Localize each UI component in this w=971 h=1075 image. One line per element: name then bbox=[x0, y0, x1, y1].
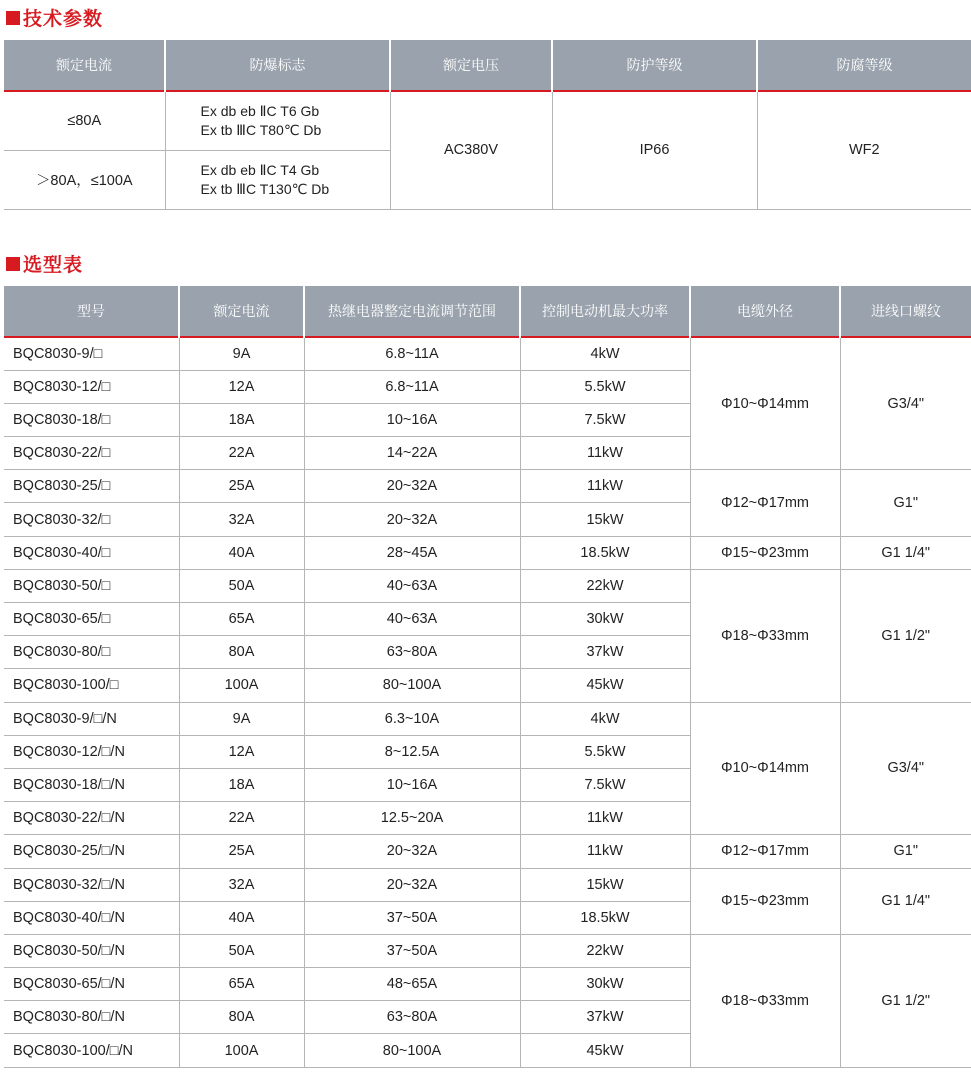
relay-range-cell: 48~65A bbox=[304, 968, 520, 1001]
table-row bbox=[4, 934, 971, 967]
relay-range-cell: 37~50A bbox=[304, 901, 520, 934]
red-square-icon bbox=[6, 11, 20, 25]
thread-cell: G3/4" bbox=[840, 702, 971, 835]
cable-diameter-cell: Φ10~Φ14mm bbox=[690, 702, 840, 835]
model-cell: BQC8030-80/□/N bbox=[4, 1001, 179, 1034]
max-power-cell: 45kW bbox=[520, 1034, 690, 1067]
ex-marking-cell bbox=[165, 150, 390, 209]
tech-params-table bbox=[4, 40, 971, 210]
model-cell: BQC8030-9/□/N bbox=[4, 702, 179, 735]
max-power-cell: 30kW bbox=[520, 603, 690, 636]
ex-marking-line: Ex tb ⅢC T130℃ Db bbox=[200, 180, 330, 197]
table-row bbox=[4, 470, 971, 503]
rated-current-cell: 18A bbox=[179, 403, 304, 436]
max-power-cell: 37kW bbox=[520, 1001, 690, 1034]
model-cell: BQC8030-40/□/N bbox=[4, 901, 179, 934]
max-power-cell: 7.5kW bbox=[520, 403, 690, 436]
relay-range-cell: 14~22A bbox=[304, 437, 520, 470]
model-cell: BQC8030-32/□ bbox=[4, 503, 179, 536]
thread-cell: G3/4" bbox=[840, 337, 971, 470]
rated-current-cell: 40A bbox=[179, 901, 304, 934]
rated-current-cell: 50A bbox=[179, 569, 304, 602]
cable-diameter-cell: Φ18~Φ33mm bbox=[690, 934, 840, 1067]
table-row bbox=[4, 536, 971, 569]
tech-header-marking: 防爆标志 bbox=[165, 40, 390, 91]
rated-current-cell: 25A bbox=[179, 470, 304, 503]
relay-range-cell: 10~16A bbox=[304, 768, 520, 801]
rated-current-cell: 40A bbox=[179, 536, 304, 569]
relay-range-cell: 63~80A bbox=[304, 636, 520, 669]
rated-current-cell: 32A bbox=[179, 503, 304, 536]
cable-diameter-cell: Φ12~Φ17mm bbox=[690, 835, 840, 868]
max-power-cell: 11kW bbox=[520, 470, 690, 503]
max-power-cell: 4kW bbox=[520, 337, 690, 370]
thread-cell: G1 1/2" bbox=[840, 934, 971, 1067]
table-row bbox=[4, 91, 971, 150]
max-power-cell: 11kW bbox=[520, 802, 690, 835]
table-row bbox=[4, 702, 971, 735]
rated-current-cell: ≤80A bbox=[4, 91, 165, 150]
rated-current-cell: 65A bbox=[179, 603, 304, 636]
ex-marking-line: Ex db eb ⅡC T4 Gb bbox=[200, 161, 320, 178]
rated-current-cell: 32A bbox=[179, 868, 304, 901]
model-cell: BQC8030-100/□/N bbox=[4, 1034, 179, 1067]
model-cell: BQC8030-32/□/N bbox=[4, 868, 179, 901]
ex-marking-line: Ex db eb ⅡC T6 Gb bbox=[200, 102, 320, 119]
relay-range-cell: 63~80A bbox=[304, 1001, 520, 1034]
cable-diameter-cell: Φ18~Φ33mm bbox=[690, 569, 840, 702]
relay-range-cell: 20~32A bbox=[304, 868, 520, 901]
model-cell: BQC8030-80/□ bbox=[4, 636, 179, 669]
sel-header-current: 额定电流 bbox=[179, 286, 304, 337]
selection-header-row bbox=[4, 286, 971, 337]
relay-range-cell: 6.8~11A bbox=[304, 370, 520, 403]
rated-current-cell: 80A bbox=[179, 1001, 304, 1034]
relay-range-cell: 20~32A bbox=[304, 470, 520, 503]
rated-current-cell: 9A bbox=[179, 702, 304, 735]
max-power-cell: 4kW bbox=[520, 702, 690, 735]
sel-header-thread: 进线口螺纹 bbox=[840, 286, 971, 337]
selection-table bbox=[4, 286, 971, 1068]
rated-current-cell: 12A bbox=[179, 735, 304, 768]
relay-range-cell: 6.8~11A bbox=[304, 337, 520, 370]
tech-header-row bbox=[4, 40, 971, 91]
model-cell: BQC8030-9/□ bbox=[4, 337, 179, 370]
ex-marking-line: Ex tb ⅢC T80℃ Db bbox=[200, 121, 322, 138]
rated-current-cell: ＞80A，≤100A bbox=[4, 150, 165, 209]
tech-header-current: 额定电流 bbox=[4, 40, 165, 91]
sel-header-max-power: 控制电动机最大功率 bbox=[520, 286, 690, 337]
relay-range-cell: 20~32A bbox=[304, 503, 520, 536]
relay-range-cell: 37~50A bbox=[304, 934, 520, 967]
relay-range-cell: 28~45A bbox=[304, 536, 520, 569]
thread-cell: G1" bbox=[840, 835, 971, 868]
table-row bbox=[4, 835, 971, 868]
cable-diameter-cell: Φ15~Φ23mm bbox=[690, 868, 840, 934]
relay-range-cell: 80~100A bbox=[304, 669, 520, 702]
rated-current-cell: 100A bbox=[179, 669, 304, 702]
relay-range-cell: 12.5~20A bbox=[304, 802, 520, 835]
relay-range-cell: 8~12.5A bbox=[304, 735, 520, 768]
table-row bbox=[4, 569, 971, 602]
model-cell: BQC8030-50/□/N bbox=[4, 934, 179, 967]
rated-current-cell: 22A bbox=[179, 437, 304, 470]
tech-section-title bbox=[6, 4, 103, 31]
max-power-cell: 22kW bbox=[520, 569, 690, 602]
max-power-cell: 45kW bbox=[520, 669, 690, 702]
max-power-cell: 7.5kW bbox=[520, 768, 690, 801]
cable-diameter-cell: Φ10~Φ14mm bbox=[690, 337, 840, 470]
model-cell: BQC8030-40/□ bbox=[4, 536, 179, 569]
relay-range-cell: 6.3~10A bbox=[304, 702, 520, 735]
model-cell: BQC8030-22/□ bbox=[4, 437, 179, 470]
table-row bbox=[4, 868, 971, 901]
rated-voltage-cell: AC380V bbox=[390, 91, 552, 209]
model-cell: BQC8030-65/□ bbox=[4, 603, 179, 636]
tech-header-anticorrosion: 防腐等级 bbox=[757, 40, 971, 91]
ex-marking-cell bbox=[165, 91, 390, 150]
anticorrosion-level-cell: WF2 bbox=[757, 91, 971, 209]
relay-range-cell: 40~63A bbox=[304, 569, 520, 602]
red-square-icon bbox=[6, 257, 20, 271]
relay-range-cell: 80~100A bbox=[304, 1034, 520, 1067]
thread-cell: G1 1/4" bbox=[840, 868, 971, 934]
model-cell: BQC8030-65/□/N bbox=[4, 968, 179, 1001]
thread-cell: G1 1/4" bbox=[840, 536, 971, 569]
table-row bbox=[4, 337, 971, 370]
rated-current-cell: 100A bbox=[179, 1034, 304, 1067]
relay-range-cell: 10~16A bbox=[304, 403, 520, 436]
rated-current-cell: 80A bbox=[179, 636, 304, 669]
rated-current-cell: 9A bbox=[179, 337, 304, 370]
model-cell: BQC8030-25/□ bbox=[4, 470, 179, 503]
relay-range-cell: 20~32A bbox=[304, 835, 520, 868]
rated-current-cell: 50A bbox=[179, 934, 304, 967]
max-power-cell: 15kW bbox=[520, 503, 690, 536]
selection-section-title bbox=[6, 250, 83, 277]
max-power-cell: 18.5kW bbox=[520, 536, 690, 569]
selection-table-body bbox=[4, 337, 971, 1067]
max-power-cell: 18.5kW bbox=[520, 901, 690, 934]
rated-current-cell: 18A bbox=[179, 768, 304, 801]
cable-diameter-cell: Φ15~Φ23mm bbox=[690, 536, 840, 569]
sel-header-model: 型号 bbox=[4, 286, 179, 337]
model-cell: BQC8030-12/□ bbox=[4, 370, 179, 403]
selection-title-text: 选型表 bbox=[23, 254, 84, 276]
max-power-cell: 22kW bbox=[520, 934, 690, 967]
max-power-cell: 5.5kW bbox=[520, 370, 690, 403]
protection-level-cell: IP66 bbox=[552, 91, 757, 209]
max-power-cell: 5.5kW bbox=[520, 735, 690, 768]
max-power-cell: 11kW bbox=[520, 437, 690, 470]
sel-header-relay-range: 热继电器整定电流调节范围 bbox=[304, 286, 520, 337]
max-power-cell: 11kW bbox=[520, 835, 690, 868]
rated-current-cell: 25A bbox=[179, 835, 304, 868]
model-cell: BQC8030-100/□ bbox=[4, 669, 179, 702]
model-cell: BQC8030-50/□ bbox=[4, 569, 179, 602]
thread-cell: G1" bbox=[840, 470, 971, 536]
tech-header-protection: 防护等级 bbox=[552, 40, 757, 91]
model-cell: BQC8030-12/□/N bbox=[4, 735, 179, 768]
sel-header-cable-diameter: 电缆外径 bbox=[690, 286, 840, 337]
relay-range-cell: 40~63A bbox=[304, 603, 520, 636]
rated-current-cell: 12A bbox=[179, 370, 304, 403]
model-cell: BQC8030-18/□/N bbox=[4, 768, 179, 801]
rated-current-cell: 65A bbox=[179, 968, 304, 1001]
tech-header-voltage: 额定电压 bbox=[390, 40, 552, 91]
max-power-cell: 37kW bbox=[520, 636, 690, 669]
tech-title-text: 技术参数 bbox=[23, 8, 104, 30]
cable-diameter-cell: Φ12~Φ17mm bbox=[690, 470, 840, 536]
max-power-cell: 15kW bbox=[520, 868, 690, 901]
model-cell: BQC8030-22/□/N bbox=[4, 802, 179, 835]
model-cell: BQC8030-25/□/N bbox=[4, 835, 179, 868]
thread-cell: G1 1/2" bbox=[840, 569, 971, 702]
model-cell: BQC8030-18/□ bbox=[4, 403, 179, 436]
rated-current-cell: 22A bbox=[179, 802, 304, 835]
max-power-cell: 30kW bbox=[520, 968, 690, 1001]
